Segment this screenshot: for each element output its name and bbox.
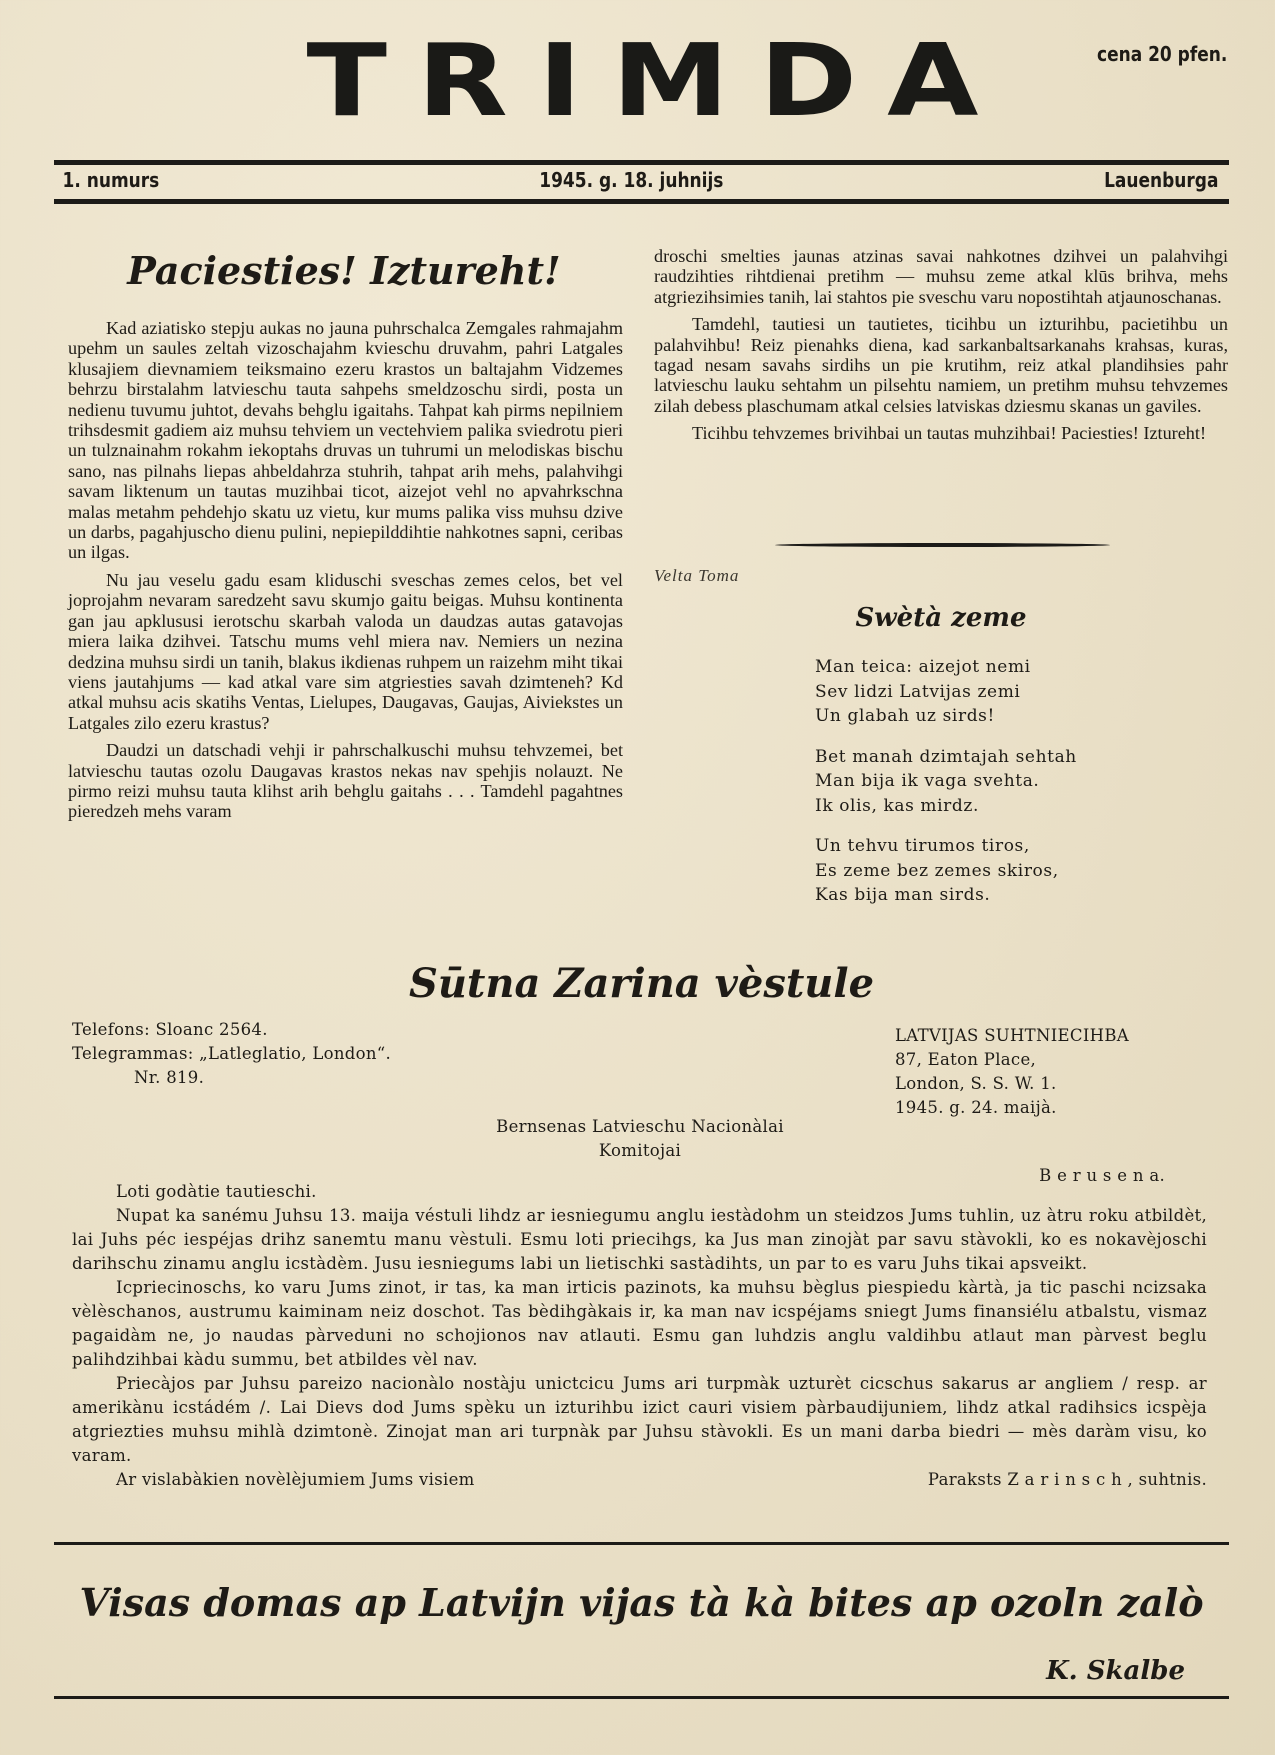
poem-stanza xyxy=(815,834,1077,908)
letter-sender-block xyxy=(895,1024,1129,1120)
poem-line: Man bija ik vaga svehta. xyxy=(815,771,1040,791)
letter-date: 1945. g. 24. maijà. xyxy=(895,1098,1057,1117)
letter-closing: Ar vislabàkien novèlèjumiem Jums visiem xyxy=(116,1470,475,1489)
letter-number: Nr. 819. xyxy=(134,1068,205,1087)
poem-line: Ik olis, kas mirdz. xyxy=(815,795,979,816)
masthead-top-rule xyxy=(54,160,1229,165)
article-paragraph: Tamdehl, tautiesi un tautietes, ticihbu un izturihbu, pacietihbu un palahvihbu! Reiz pienahks diena, kad sarkanbaltsarkanahs krahsas, kuras, tagad nesam savahs sirdihs un pie krutihm, reiz atkal plandihsies pahr latvieschu lauku sehtahm un pilsehtu namiem, un pretihm muhsu tehvzemes zilah debess plaschumam atkal celsies latviskas dziesmu skanas un gaviles. xyxy=(654,314,1228,416)
poem-line: Sev lidzi Latvijas zemi xyxy=(815,681,1021,702)
poem-line: Man teica: aizejot nemi xyxy=(815,657,1031,677)
footer-quote: Visas domas ap Latvijn vijas tà kà bites ap ozoln zalò xyxy=(79,1580,1204,1625)
masthead-bottom-rule xyxy=(54,199,1229,204)
letter-paragraph: Nupat ka sanému Juhsu 13. maija véstuli lihdz ar iesniegumu anglu iestàdohm un steidzos Jums tuhlin, uz àtru roku atbildèt, lai Juhs péc iespéjas drihz sanemtu manu vèstuli. Esmu loti priecihgs, ka Jus man zinojàt par savu stàvokli, ko es nokavèjoschi darihschu zinamu anglu icstàdèm. Jusu iesniegums labi un lietischki sastàdihts, un par to es varu Juhs tikai apsveikt. xyxy=(72,1206,1207,1273)
article-paragraph: Daudzi un datschadi vehji ir pahrschalkuschi muhsu tehvzemei, bet latvieschu tautas ozolu Daugavas krastos nekas nav spehjis nolauzt. Ne pirmo reizi muhsu tauta klihst arih behglu gaitahs . . . Tamdehl pagahtnes pieredzeh mehs varam xyxy=(68,740,623,822)
letter-headline: Sūtna Zarina vèstule xyxy=(408,960,875,1007)
sender-street: 87, Eaton Place, xyxy=(895,1050,1037,1069)
poem-line: Un glabah uz sirds! xyxy=(815,706,995,726)
poem-line: Kas bija man sirds. xyxy=(815,885,991,905)
recipient-line: Komitojai xyxy=(598,1141,682,1160)
recipient-line: Bernsenas Latvieschu Nacionàlai xyxy=(496,1117,784,1136)
poem-stanza xyxy=(815,655,1077,729)
poem-author: Velta Toma xyxy=(654,566,740,585)
issue-number: 1. numurs xyxy=(62,168,160,192)
poem-line: Bet manah dzimtajah sehtah xyxy=(815,746,1077,767)
article-end-divider xyxy=(775,543,1110,547)
article-paragraph: droschi smelties jaunas atzinas savai nahkotnes dzihvei un palahvihgi raudzihties rihtdienai pretihm — muhsu zeme atkal klūs brihva, mehs atgriezihsimies tanih, lai stahtos pie sveschu varu nopostihtah atjaunoschanas. xyxy=(654,246,1228,307)
price-label: cena 20 pfen. xyxy=(1096,42,1227,66)
masthead-title: TRIMDA xyxy=(306,21,1009,139)
sender-city: London, S. S. W. 1. xyxy=(895,1074,1057,1093)
letter-telegram: Telegrammas: „Latleglatio, London“. xyxy=(72,1044,392,1063)
issue-date: 1945. g. 18. juhnijs xyxy=(539,168,724,192)
article-right-column xyxy=(654,246,1228,451)
poem-line: Un tehvu tirumos tiros, xyxy=(815,836,1030,856)
poem-line: Es zeme bez zemes skiros, xyxy=(815,860,1059,881)
sender-name: LATVIJAS SUHTNIECIHBA xyxy=(895,1026,1129,1045)
masthead-info-strip xyxy=(54,168,1229,192)
letter-salutation: Loti godàtie tautieschi. xyxy=(116,1182,317,1201)
quote-top-rule xyxy=(54,1542,1229,1545)
letter-body xyxy=(72,1180,1207,1492)
article-paragraph: Kad aziatisko stepju aukas no jauna puhrschalca Zemgales rahmajahm upehm un saules zeltah vizoschajahm kvieschu druvahm, pahri Latgales klusajiem dievnamiem teiksmaino ezeru krastos un baltajahm Vidzemes behrzu birstalahm latvieschu tauta sahpehs smeldzoschu sirdi, posta un nedienu tuvumu juhtot, devahs behglu igaitahs. Tahpat kah pirms nepilniem trihsdesmit gadiem aiz muhsu tehviem un vectehviem palika sviedrotu pieri un tulznainahm rokahm iekoptahs druvas un tuhrumi un melodiskas bischu sano, nas pilnahs liepas ahbeldahrza stuhrih, tahpat arih mehs, palahvihgi savam liktenum un tautas muzihbai ticot, aizejot vehl no apvahrkschna malas metahm pehdehjo skatu uz vietu, kur mums palika viss muhsu dzive un darbs, pagahjuscho dienu pulini, nepiepilddihtie nahkotnes sapni, ceribas un ilgas. xyxy=(68,318,623,563)
poem-title: Swètà zeme xyxy=(855,603,1027,633)
article-left-column xyxy=(68,318,623,829)
letter-signature: Paraksts Z a r i n s c h , suhtnis. xyxy=(927,1470,1207,1489)
letter-phone: Telefons: Sloanc 2564. xyxy=(72,1020,268,1039)
article-paragraph: Nu jau veselu gadu esam kliduschi sveschas zemes celos, bet vel joprojahm nevaram saredzeht savu skumjo gaitu beigas. Muhsu kontinenta gan jau apklususi ierotschu skarbah valoda un daudzas autas gatavojas miera laika dzihvei. Tatschu mums vehl miera nav. Nemiers un nezina dedzina muhsu sirdi un tanih, blakus ikdienas ruhpem un raizehm miht tikai viens jautahjums — kad atkal vare sim atgriesties savah dzimteneh? Kd atkal muhsu acis skatihs Ventas, Lielupes, Daugavas, Gaujas, Aiviekstes un Latgales zilo ezeru krastus? xyxy=(68,569,623,733)
letter-city: B e r u s e n a. xyxy=(1039,1166,1165,1185)
article-headline: Paciesties! Iztureht! xyxy=(127,248,561,293)
letter-recipient xyxy=(420,1115,860,1163)
letter-paragraph: Priecàjos par Juhsu pareizo nacionàlo nostàju unictcicu Jums ari turpmàk uzturèt cicschus sakarus ar angliem / resp. ar amerikànu icstádém /. Lai Dievs dod Jums spèku un izturihbu izict cauri visiem pàrbaudijuniem, lihdz atkal radihsics icspèja atgriezties muhsu mihlà dzimtonè. Zinojat man ari turpnàk par Juhsu stàvokli. Es un mani darba biedri — mès daràm visu, ko varam. xyxy=(72,1374,1207,1465)
poem-body xyxy=(815,655,1077,924)
poem-stanza xyxy=(815,745,1077,819)
letter-closing-row xyxy=(72,1468,1207,1492)
article-paragraph: Ticihbu tehvzemes brivihbai un tautas muhzihbai! Paciesties! Iztureht! xyxy=(692,423,1207,444)
issue-place: Lauenburga xyxy=(1104,168,1219,192)
letter-paragraph: Icpriecinoschs, ko varu Jums zinot, ir tas, ka man irticis pazinots, ka muhsu bèglus piespiedu kàrtà, ja tic paschi ncizsaka vèlèschanos, austrumu kaiminam neiz doschot. Tas bèdihgàkais ir, ka man nav icspéjams sniegt Jums finansiélu atbalstu, vismaz pagaidàm ne, jo naudas pàrveduni no schojionos nav atlauti. Esmu gan luhdzis anglu valdihbu atlaut man pàrvest beglu palihdzihbai kàdu summu, bet atbildes vèl nav. xyxy=(72,1278,1207,1369)
footer-quote-author: K. Skalbe xyxy=(1046,1656,1185,1686)
quote-bottom-rule xyxy=(54,1696,1229,1699)
letter-contact-block xyxy=(72,1018,391,1090)
